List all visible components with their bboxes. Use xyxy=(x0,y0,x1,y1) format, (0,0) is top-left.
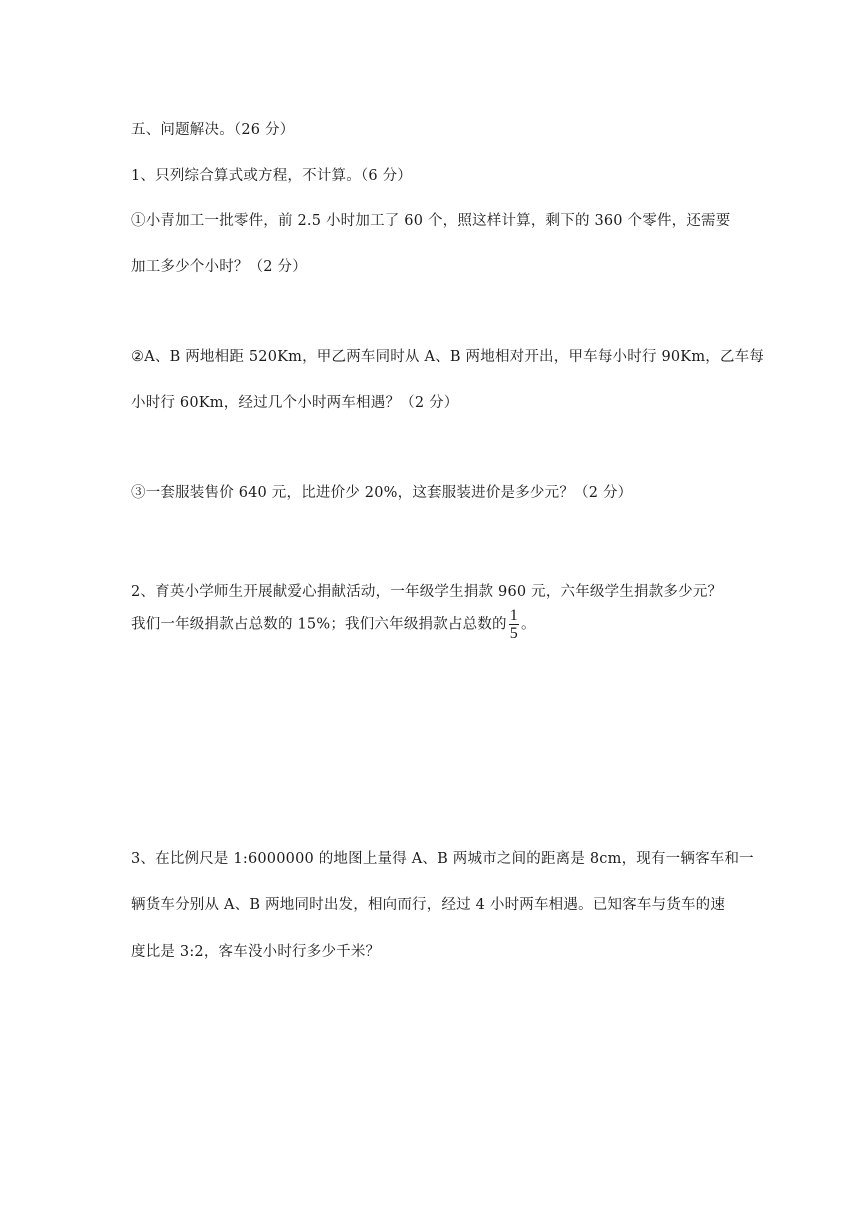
question-2-line-2-end: 。 xyxy=(520,616,536,633)
question-1-intro: 1、只列综合算式或方程，不计算。（6 分） xyxy=(131,168,413,184)
question-3-line-2: 辆货车分别从 A、B 两地同时出发，相向而行，经过 4 小时两车相遇。已知客车与货车的速 xyxy=(131,897,726,913)
question-2-line-2-text: 我们一年级捐款占总数的 15%；我们六年级捐款占总数的 xyxy=(131,616,507,633)
question-1a-line-2: 加工多少个小时？（2 分） xyxy=(131,259,307,275)
question-1b-line-2: 小时行 60Km，经过几个小时两车相遇？（2 分） xyxy=(131,395,459,411)
question-3-line-1: 3、在比例尺是 1:6000000 的地图上量得 A、B 两城市之间的距离是 8cm，现有一辆客车和一 xyxy=(131,851,754,867)
fraction-numerator: 1 xyxy=(509,607,518,624)
question-2-line-2 xyxy=(131,607,536,642)
fraction-one-fifth xyxy=(509,607,519,642)
question-1c-line-1: ③一套服装售价 640 元，比进价少 20%，这套服装进价是多少元？（2 分） xyxy=(131,485,633,501)
question-1b-line-1: ②A、B 两地相距 520Km，甲乙两车同时从 A、B 两地相对开出，甲车每小时行 90Km，乙车每 xyxy=(131,349,765,365)
section-heading: 五、问题解决。（26 分） xyxy=(131,122,295,138)
question-3-line-3: 度比是 3:2，客车没小时行多少千米？ xyxy=(131,944,381,960)
question-1a-line-1: ①小青加工一批零件，前 2.5 小时加工了 60 个，照这样计算，剩下的 360 个零件，还需要 xyxy=(131,213,731,229)
fraction-denominator: 5 xyxy=(509,625,518,642)
question-2-line-1: 2、育英小学师生开展献爱心捐献活动，一年级学生捐款 960 元，六年级学生捐款多少元？ xyxy=(131,584,723,600)
